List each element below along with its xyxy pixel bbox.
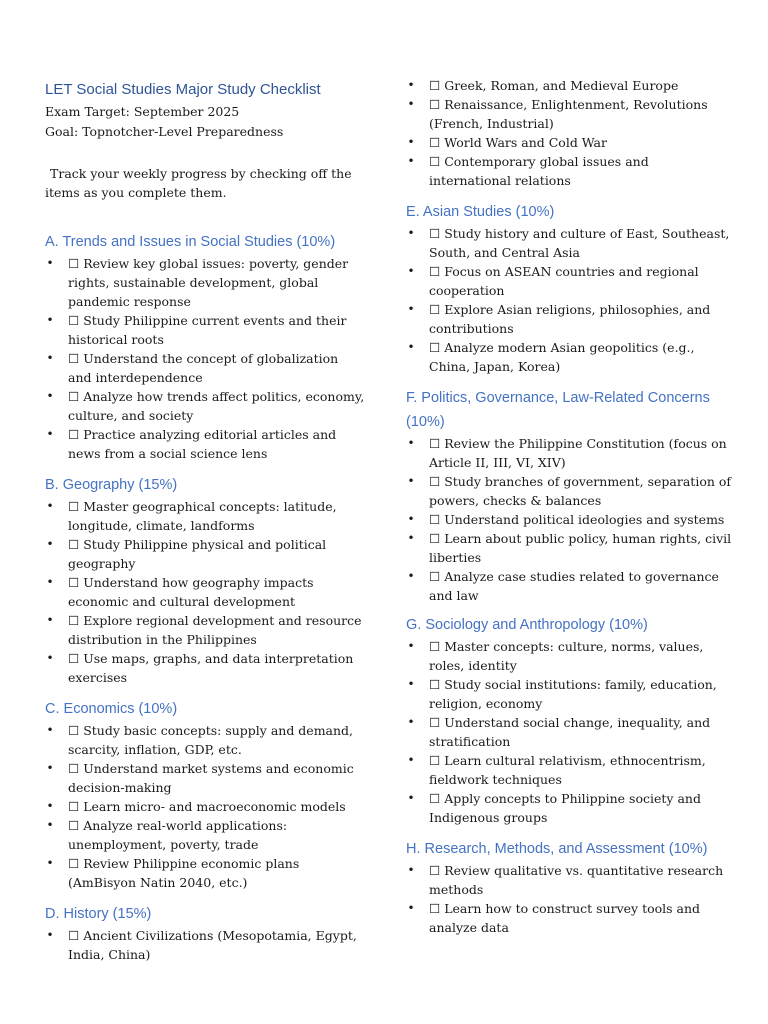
checkbox-icon[interactable]: ☐ — [429, 135, 441, 150]
checkbox-icon[interactable]: ☐ — [429, 436, 441, 451]
bullet-icon: • — [46, 499, 54, 513]
checklist-item-text: Learn cultural relativism, ethnocentrism, fieldwork techniques — [429, 753, 706, 787]
checkbox-icon[interactable]: ☐ — [429, 78, 441, 93]
checklist-item-text: Contemporary global issues and international relations — [429, 154, 649, 188]
checklist-item[interactable] — [406, 713, 732, 751]
bullet-icon: • — [46, 761, 54, 775]
section-b — [45, 473, 365, 687]
checklist-item-text: Understand political ideologies and systems — [444, 512, 725, 527]
goal: Goal: Topnotcher-Level Preparedness — [45, 124, 284, 139]
document-title: LET Social Studies Major Study Checklist — [45, 81, 321, 98]
bullet-icon: • — [407, 302, 415, 316]
bullet-icon: • — [407, 78, 415, 92]
checkbox-icon[interactable]: ☐ — [429, 512, 441, 527]
checkbox-icon[interactable]: ☐ — [429, 154, 441, 169]
section-d-list-continued — [406, 76, 732, 190]
bullet-icon: • — [46, 818, 54, 832]
checkbox-icon[interactable]: ☐ — [68, 723, 80, 738]
checkbox-icon[interactable]: ☐ — [429, 302, 441, 317]
checklist-item-text: Learn micro- and macroeconomic models — [83, 799, 346, 814]
right-column — [406, 76, 732, 937]
checklist-item[interactable] — [45, 759, 365, 797]
bullet-icon: • — [407, 639, 415, 653]
left-column — [45, 76, 365, 964]
checklist-item-text: Study social institutions: family, education, religion, economy — [429, 677, 717, 711]
checklist-item-text: Review key global issues: poverty, gender rights, sustainable development, global pandemic response — [68, 256, 349, 309]
checkbox-icon[interactable]: ☐ — [68, 818, 80, 833]
bullet-icon: • — [46, 856, 54, 870]
checklist-item[interactable] — [406, 434, 732, 472]
checklist-item-text: Explore regional development and resource distribution in the Philippines — [68, 613, 362, 647]
checkbox-icon[interactable]: ☐ — [429, 677, 441, 692]
checklist-item-text: Study Philippine physical and political geography — [68, 537, 327, 571]
section-b-list — [45, 497, 365, 687]
checklist-item-text: Analyze case studies related to governance and law — [429, 569, 719, 603]
bullet-icon: • — [407, 154, 415, 168]
bullet-icon: • — [407, 264, 415, 278]
section-e-list — [406, 224, 732, 376]
section-d — [45, 902, 365, 964]
bullet-icon: • — [407, 436, 415, 450]
checklist-item[interactable] — [406, 300, 732, 338]
section-f — [406, 386, 732, 605]
section-h-title: H. Research, Methods, and Assessment (10%) — [406, 841, 708, 857]
checkbox-icon[interactable]: ☐ — [68, 499, 80, 514]
checklist-item-text: Study branches of government, separation of powers, checks & balances — [429, 474, 732, 508]
checklist-item-text: Study history and culture of East, Southeast, South, and Central Asia — [429, 226, 730, 260]
checklist-item-text: Analyze modern Asian geopolitics (e.g., China, Japan, Korea) — [429, 340, 695, 374]
checklist-item[interactable] — [406, 152, 732, 190]
checklist-item[interactable] — [406, 637, 732, 675]
bullet-icon: • — [407, 226, 415, 240]
section-a-list — [45, 254, 365, 463]
checkbox-icon[interactable]: ☐ — [68, 389, 80, 404]
checklist-item-text: Use maps, graphs, and data interpretation exercises — [68, 651, 354, 685]
checkbox-icon[interactable]: ☐ — [68, 351, 80, 366]
checklist-item[interactable] — [45, 425, 365, 463]
checkbox-icon[interactable]: ☐ — [68, 575, 80, 590]
bullet-icon: • — [46, 613, 54, 627]
checklist-item[interactable] — [406, 751, 732, 789]
checkbox-icon[interactable]: ☐ — [429, 569, 441, 584]
checklist-item-text: Practice analyzing editorial articles and news from a social science lens — [68, 427, 337, 461]
section-f-title: F. Politics, Governance, Law-Related Concerns (10%) — [406, 390, 710, 430]
checklist-item[interactable] — [406, 675, 732, 713]
checklist-item[interactable] — [406, 95, 732, 133]
checklist-item[interactable] — [45, 535, 365, 573]
bullet-icon: • — [407, 791, 415, 805]
bullet-icon: • — [46, 928, 54, 942]
checklist-item[interactable] — [45, 497, 365, 535]
section-d-title: D. History (15%) — [45, 906, 152, 922]
section-a-title: A. Trends and Issues in Social Studies (10%) — [45, 234, 336, 250]
checklist-item-text: Study basic concepts: supply and demand, scarcity, inflation, GDP, etc. — [68, 723, 354, 757]
checkbox-icon[interactable]: ☐ — [429, 901, 441, 916]
checklist-item-text: Greek, Roman, and Medieval Europe — [444, 78, 679, 93]
section-a — [45, 230, 365, 463]
checklist-item[interactable] — [406, 789, 732, 827]
checkbox-icon[interactable]: ☐ — [429, 531, 441, 546]
bullet-icon: • — [407, 531, 415, 545]
checklist-item[interactable] — [45, 816, 365, 854]
section-f-list — [406, 434, 732, 605]
checklist-item[interactable] — [45, 311, 365, 349]
bullet-icon: • — [46, 575, 54, 589]
section-d-continued — [406, 76, 732, 190]
bullet-icon: • — [46, 427, 54, 441]
section-c-title: C. Economics (10%) — [45, 701, 178, 717]
checkbox-icon[interactable]: ☐ — [68, 928, 80, 943]
checklist-item[interactable] — [45, 649, 365, 687]
checklist-item-text: Explore Asian religions, philosophies, and contributions — [429, 302, 711, 336]
checklist-item-text: Understand how geography impacts economic and cultural development — [68, 575, 314, 609]
checklist-item[interactable] — [45, 387, 365, 425]
checklist-item[interactable] — [45, 721, 365, 759]
bullet-icon: • — [46, 651, 54, 665]
checklist-item-text: World Wars and Cold War — [444, 135, 607, 150]
section-e — [406, 200, 732, 376]
checklist-item[interactable] — [45, 854, 365, 892]
checkbox-icon[interactable]: ☐ — [429, 340, 441, 355]
checklist-item[interactable] — [406, 567, 732, 605]
checkbox-icon[interactable]: ☐ — [68, 427, 80, 442]
checkbox-icon[interactable]: ☐ — [68, 537, 80, 552]
checklist-item-text: Master geographical concepts: latitude, longitude, climate, landforms — [68, 499, 337, 533]
checkbox-icon[interactable]: ☐ — [68, 613, 80, 628]
checkbox-icon[interactable]: ☐ — [429, 264, 441, 279]
bullet-icon: • — [407, 569, 415, 583]
checklist-item-text: Analyze real-world applications: unemployment, poverty, trade — [68, 818, 288, 852]
bullet-icon: • — [407, 901, 415, 915]
checklist-item[interactable] — [406, 472, 732, 510]
checklist-item[interactable] — [406, 338, 732, 376]
section-g-list — [406, 637, 732, 827]
checkbox-icon[interactable]: ☐ — [429, 863, 441, 878]
checklist-item[interactable] — [406, 262, 732, 300]
checklist-item[interactable] — [406, 133, 732, 152]
checklist-item[interactable] — [45, 349, 365, 387]
checkbox-icon[interactable]: ☐ — [429, 474, 441, 489]
checkbox-icon[interactable]: ☐ — [68, 256, 80, 271]
checklist-item-text: Learn how to construct survey tools and analyze data — [429, 901, 701, 935]
checklist-item[interactable] — [406, 529, 732, 567]
checklist-item-text: Understand the concept of globalization and interdependence — [68, 351, 339, 385]
bullet-icon: • — [407, 863, 415, 877]
checkbox-icon[interactable]: ☐ — [68, 651, 80, 666]
checklist-item[interactable] — [45, 926, 365, 964]
checkbox-icon[interactable]: ☐ — [429, 226, 441, 241]
checklist-item-text: Learn about public policy, human rights, civil liberties — [429, 531, 732, 565]
bullet-icon: • — [46, 537, 54, 551]
exam-target: Exam Target: September 2025 — [45, 104, 240, 119]
checklist-item[interactable] — [406, 861, 732, 899]
checkbox-icon[interactable]: ☐ — [429, 753, 441, 768]
checklist-item-text: Review Philippine economic plans (AmBisyon Natin 2040, etc.) — [68, 856, 300, 890]
intro-text: Track your weekly progress by checking off the items as you complete them. — [45, 166, 352, 200]
checklist-item-text: Renaissance, Enlightenment, Revolutions (French, Industrial) — [429, 97, 708, 131]
section-h — [406, 837, 732, 937]
checklist-item-text: Study Philippine current events and their historical roots — [68, 313, 347, 347]
bullet-icon: • — [407, 474, 415, 488]
checklist-item-text: Review the Philippine Constitution (focus on Article II, III, VI, XIV) — [429, 436, 727, 470]
checklist-item-text: Master concepts: culture, norms, values, roles, identity — [429, 639, 704, 673]
checkbox-icon[interactable]: ☐ — [68, 799, 80, 814]
bullet-icon: • — [46, 351, 54, 365]
bullet-icon: • — [46, 723, 54, 737]
checkbox-icon[interactable]: ☐ — [429, 715, 441, 730]
checklist-item-text: Understand social change, inequality, and stratification — [429, 715, 711, 749]
bullet-icon: • — [407, 715, 415, 729]
section-g-title: G. Sociology and Anthropology (10%) — [406, 617, 648, 633]
checkbox-icon[interactable]: ☐ — [429, 791, 441, 806]
section-c-list — [45, 721, 365, 892]
checklist-item-text: Focus on ASEAN countries and regional cooperation — [429, 264, 699, 298]
bullet-icon: • — [407, 340, 415, 354]
checklist-item[interactable] — [45, 573, 365, 611]
checklist-item[interactable] — [406, 76, 732, 95]
section-g — [406, 613, 732, 827]
checklist-item[interactable] — [406, 899, 732, 937]
section-d-list — [45, 926, 365, 964]
section-e-title: E. Asian Studies (10%) — [406, 204, 555, 220]
checkbox-icon[interactable]: ☐ — [68, 856, 80, 871]
bullet-icon: • — [407, 135, 415, 149]
checklist-item-text: Review qualitative vs. quantitative research methods — [429, 863, 724, 897]
section-h-list — [406, 861, 732, 937]
checklist-item-text: Apply concepts to Philippine society and Indigenous groups — [429, 791, 701, 825]
checklist-item[interactable] — [406, 224, 732, 262]
bullet-icon: • — [407, 753, 415, 767]
section-c — [45, 697, 365, 892]
checklist-item-text: Analyze how trends affect politics, economy, culture, and society — [68, 389, 365, 423]
checklist-item-text: Ancient Civilizations (Mesopotamia, Egypt, India, China) — [68, 928, 357, 962]
checklist-item[interactable] — [45, 797, 365, 816]
checkbox-icon[interactable]: ☐ — [429, 639, 441, 654]
checklist-item[interactable] — [45, 611, 365, 649]
checkbox-icon[interactable]: ☐ — [68, 313, 80, 328]
checklist-item[interactable] — [406, 510, 732, 529]
checkbox-icon[interactable]: ☐ — [68, 761, 80, 776]
bullet-icon: • — [407, 677, 415, 691]
checkbox-icon[interactable]: ☐ — [429, 97, 441, 112]
section-b-title: B. Geography (15%) — [45, 477, 178, 493]
bullet-icon: • — [407, 512, 415, 526]
checklist-item[interactable] — [45, 254, 365, 311]
bullet-icon: • — [46, 256, 54, 270]
bullet-icon: • — [407, 97, 415, 111]
bullet-icon: • — [46, 313, 54, 327]
bullet-icon: • — [46, 799, 54, 813]
checklist-item-text: Understand market systems and economic decision-making — [68, 761, 354, 795]
bullet-icon: • — [46, 389, 54, 403]
